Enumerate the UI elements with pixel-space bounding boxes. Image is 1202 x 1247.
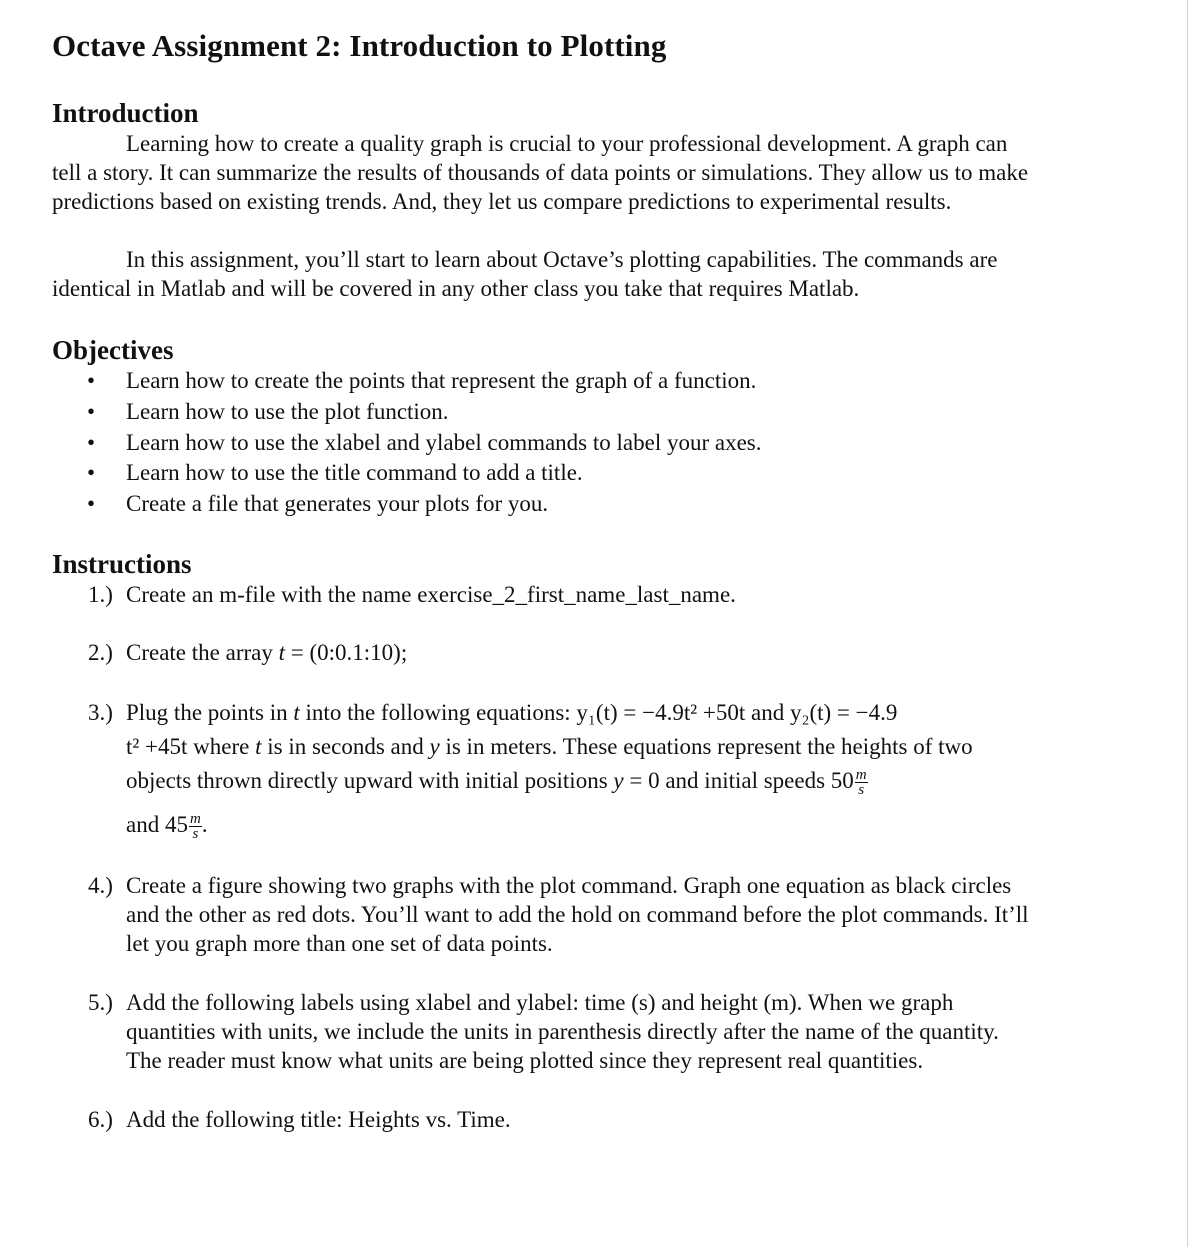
step-text: Create an m-file with the name exercise_2_first_name_last_name. <box>126 581 736 607</box>
instruction-step-6 <box>52 1105 1036 1134</box>
bullet-icon: • <box>87 398 96 424</box>
objective-item <box>52 366 1182 397</box>
introduction-paragraph-1: Learning how to create a quality graph is crucial to your professional development. A graph can tell a story. It can summarize the results of thousands of data points or simulations. They allow us to make predictions based on existing trends. And, they let us compare predictions to experimental results. <box>52 131 1029 214</box>
step-number: 5.) <box>88 989 113 1015</box>
bullet-icon: • <box>87 368 96 393</box>
variable-t: t <box>278 639 285 665</box>
fraction-m-per-s: $\frac{m}{s}$ <box>189 811 201 843</box>
step-number: 3.) <box>88 699 113 725</box>
objective-item <box>52 458 1182 489</box>
step-text: Create a figure showing two graphs with the plot command. Graph one equation as black circles and the other as red dots. You’ll want to add the hold on command before the plot commands. It’ll let you graph more than one set of data points. <box>126 872 1029 956</box>
introduction-heading: Introduction <box>52 98 199 128</box>
objective-text: Learn how to create the points that represent the graph of a function. <box>126 368 757 393</box>
equation-y2-cont: t² +45t <box>126 733 188 759</box>
objective-item <box>52 397 1182 428</box>
instruction-step-3: 3.) Plug the points in t into the following equations: y₁(t) = −4.9t² +50t and y₂(t) = −4.9 t² +45t where t is in seconds and y is in meters. These equations represent the heights of two objects thrown directly upward with initial positions y = 0 and initial speeds 50 $\frac{m}{s}$ and 45 $\frac{m}{s}$ . <box>52 696 1036 842</box>
step-number: 1.) <box>88 581 113 607</box>
objective-text: Learn how to use the title command to add a title. <box>126 460 583 486</box>
step-text: Add the following title: Heights vs. Time. <box>126 1106 511 1132</box>
step-number: 2.) <box>88 639 113 665</box>
bullet-icon: • <box>87 491 96 517</box>
step-number: 4.) <box>88 872 113 898</box>
document-title: Octave Assignment 2: Introduction to Plotting <box>52 28 667 63</box>
equation-y1: y₁(t) = −4.9t² +50t <box>576 699 746 725</box>
instruction-step-5 <box>52 988 1036 1075</box>
objective-item <box>52 489 1182 520</box>
step-text: Add the following labels using xlabel and ylabel: time (s) and height (m). When we graph quantities with units, we include the units in parenthesis directly after the name of the quantity. The reader must know what units are being plotted since they represent real quantities. <box>126 989 999 1073</box>
bullet-icon: • <box>87 429 96 455</box>
objective-text: Learn how to use the plot function. <box>126 398 449 424</box>
fraction-m-per-s: $\frac{m}{s}$ <box>855 767 867 799</box>
objectives-list <box>52 366 1182 520</box>
page-edge-rule <box>1187 0 1188 1247</box>
instruction-step-1 <box>52 580 1036 609</box>
objectives-heading: Objectives <box>52 335 174 365</box>
objective-item <box>52 428 1182 459</box>
instructions-list <box>52 580 1182 1134</box>
introduction-paragraph-2: In this assignment, you’ll start to learn about Octave’s plotting capabilities. The commands are identical in Matlab and will be covered in any other class you take that requires Matlab. <box>52 247 998 301</box>
instruction-step-4 <box>52 871 1036 958</box>
step-number: 6.) <box>88 1106 113 1132</box>
bullet-icon: • <box>87 460 96 486</box>
instructions-heading: Instructions <box>52 548 192 579</box>
equation-y2: y₂(t) = −4.9 <box>789 699 898 725</box>
objective-text: Create a file that generates your plots for you. <box>126 491 549 517</box>
document-page <box>52 24 1182 1134</box>
objective-text: Learn how to use the xlabel and ylabel commands to label your axes. <box>126 429 762 455</box>
instruction-step-2: 2.) Create the array t = (0:0.1:10); <box>88 639 408 665</box>
